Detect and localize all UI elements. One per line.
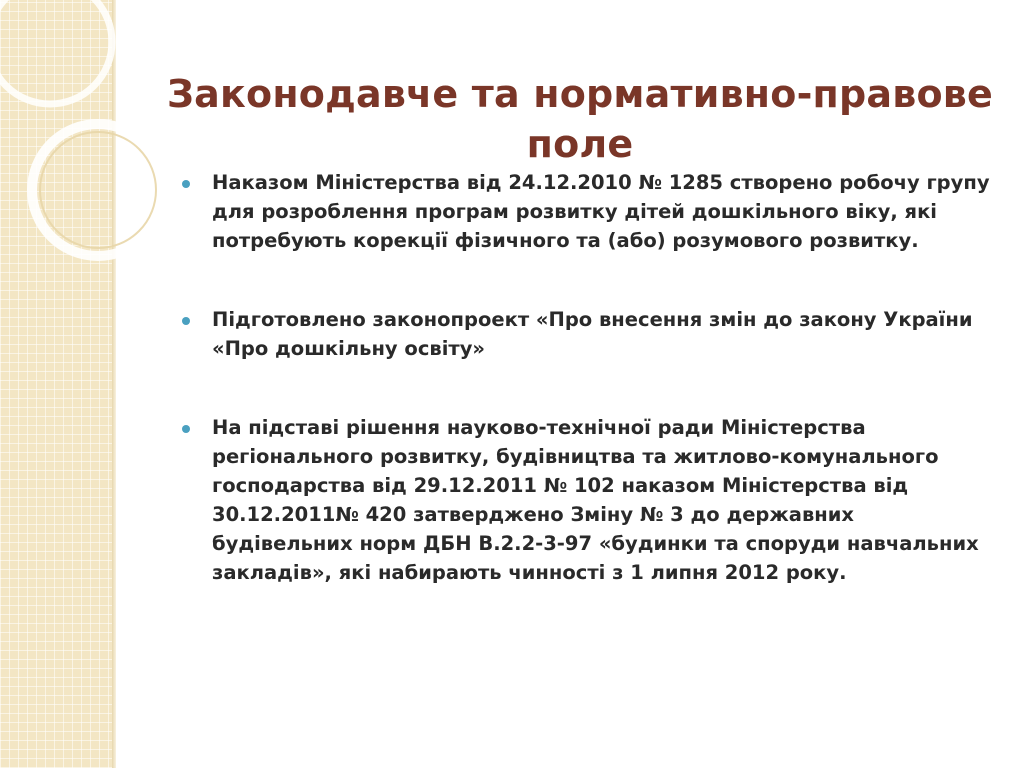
slide-title bbox=[160, 69, 1000, 169]
bullet-text-2: Підготовлено законопроект «Про внесення змін до закону України «Про дошкільну освіту» bbox=[212, 308, 973, 360]
bullet-item-3 bbox=[182, 413, 994, 587]
decorative-rings bbox=[0, 0, 160, 300]
bullet-text-1: Наказом Міністерства від 24.12.2010 № 1285 створено робочу групу для розроблення програм розвитку дітей дошкільного віку, які потребують корекції фізичного та (або) розумового розвитку. bbox=[212, 171, 990, 252]
bullet-dot-icon bbox=[182, 180, 190, 188]
bullet-item-1 bbox=[182, 168, 994, 255]
bullet-dot-icon bbox=[182, 317, 190, 325]
bullet-list bbox=[182, 168, 994, 637]
decorative-ring-top bbox=[0, 0, 112, 104]
decorative-ring-middle-shadow bbox=[40, 132, 156, 248]
decorative-ring-middle bbox=[32, 124, 164, 256]
bullet-text-3: На підставі рішення науково-технічної ради Міністерства регіонального розвитку, будівництва та житлово-комунального господарства від 29.12.2011 № 102 наказом Міністерства від 30.12.2011№ 420 затверджено Зміну № 3 до державних будівельних норм ДБН В.2.2-3-97 «будинки та споруди навчальних закладів», які набирають чинності з 1 липня 2012 року. bbox=[212, 416, 979, 584]
slide-title-line-2: поле bbox=[526, 122, 634, 167]
bullet-item-2 bbox=[182, 305, 994, 363]
bullet-dot-icon bbox=[182, 425, 190, 433]
slide-title-line-1: Законодавче та нормативно-правове bbox=[166, 72, 994, 117]
